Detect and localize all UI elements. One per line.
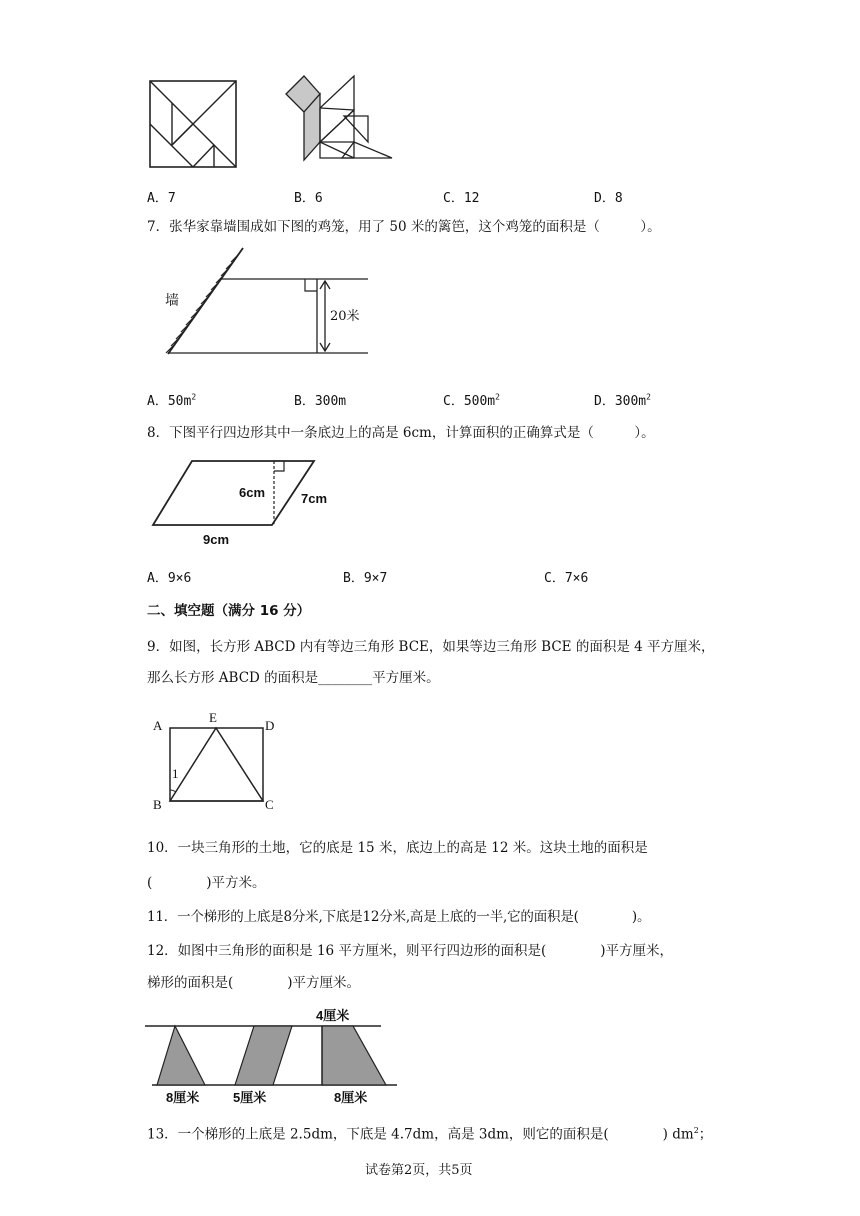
q9-line1: 9．如图，长方形 ABCD 内有等边三角形 BCE，如果等边三角形 BCE 的面积是 4 平方厘米，	[147, 639, 715, 655]
q8-height-label: 6cm	[239, 485, 266, 500]
q7-question: 7．张华家靠墙围成如下图的鸡笼，用了 50 米的篱笆，这个鸡笼的面积是（ ）。	[147, 219, 661, 235]
q8-option-c[interactable]: C．7×6	[544, 571, 589, 586]
q8-base-label: 9cm	[203, 532, 230, 547]
q6-option-d[interactable]: D．8	[594, 191, 623, 206]
tangram-square-figure	[148, 79, 238, 169]
q7-option-b[interactable]: B．300m	[294, 394, 347, 409]
q7-option-a[interactable]: A．$50m^2$	[147, 392, 197, 409]
label-e: E	[209, 710, 217, 725]
q12-shapes-figure	[145, 1005, 405, 1105]
top-label: 4厘米	[316, 1008, 350, 1023]
q8-side-label: 7cm	[301, 491, 328, 506]
angle-label: 1	[172, 766, 179, 781]
label-c: C	[265, 797, 274, 812]
b3-label: 8厘米	[334, 1090, 368, 1105]
q7-height-label: 20米	[330, 309, 360, 324]
q6-option-c[interactable]: C．12	[443, 191, 480, 206]
q12-line1: 12．如图中三角形的面积是 16 平方厘米，则平行四边形的面积是( )平方厘米，	[147, 943, 673, 959]
q10-line2: ( )平方米。	[147, 875, 266, 891]
q8-option-a[interactable]: A．9×6	[147, 571, 192, 586]
q6-option-b[interactable]: B．6	[294, 191, 323, 206]
q6-option-a[interactable]: A．7	[147, 191, 176, 206]
q13-text: 13．一个梯形的上底是 2.5dm，下底是 4.7dm，高是 3dm，则它的面积是( ) $dm^2$；	[147, 1126, 713, 1143]
q8-question: 8．下图平行四边形其中一条底边上的高是 6cm，计算面积的正确算式是（ ）。	[147, 425, 655, 441]
label-b: B	[153, 797, 162, 812]
q8-option-b[interactable]: B．9×7	[343, 571, 388, 586]
q11-text: 11．一个梯形的上底是8分米,下底是12分米,高是上底的一半,它的面积是( )。	[147, 909, 651, 925]
page-footer: 试卷第2页，共5页	[365, 1163, 473, 1178]
label-d: D	[265, 718, 275, 733]
q7-wall-label: 墙	[165, 293, 179, 309]
tangram-bird-figure	[282, 72, 402, 167]
q9-line2: 那么长方形 ABCD 的面积是________平方厘米。	[147, 670, 440, 686]
q9-rectangle-figure	[150, 710, 290, 810]
b1-label: 8厘米	[166, 1090, 200, 1105]
label-a: A	[153, 718, 163, 733]
q10-line1: 10．一块三角形的土地，它的底是 15 米，底边上的高是 12 米。这块土地的面积是	[147, 840, 648, 856]
b2-label: 5厘米	[233, 1090, 267, 1105]
section-title: 二、填空题（满分 16 分）	[147, 603, 311, 619]
q12-line2: 梯形的面积是( )平方厘米。	[147, 975, 361, 991]
q7-option-d[interactable]: D．$300m^2$	[594, 392, 651, 409]
q7-option-c[interactable]: C．$500m^2$	[443, 392, 500, 409]
